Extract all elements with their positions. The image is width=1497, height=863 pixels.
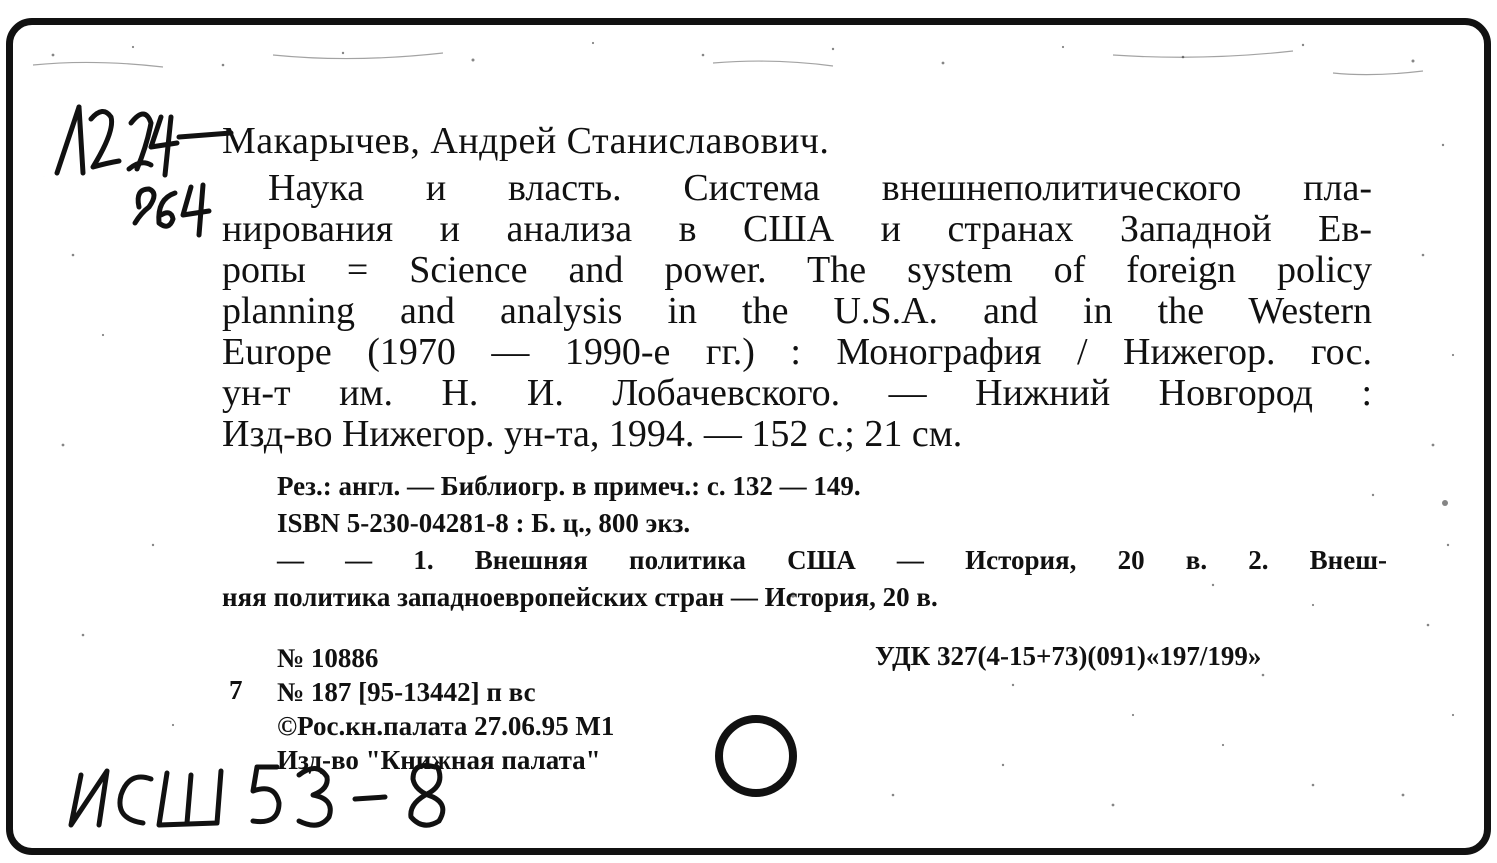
body-line: Изд-во Нижегор. ун-та, 1994. — 152 с.; 21 см. <box>222 413 963 455</box>
body-line: ун-т им. Н. И. Лобачевского. — Нижний Новгород : <box>222 372 1372 414</box>
subjects-note-continued: няя политика западноевропейских стран — История, 20 в. <box>222 582 938 612</box>
isbn-note: ISBN 5-230-04281-8 : Б. ц., 800 экз. <box>277 508 691 538</box>
record-number: № 187 [95-13442] п вс <box>277 677 536 707</box>
body-line: нирования и анализа в США и странах Западной Ев- <box>222 208 1372 250</box>
body-line: ропы = Science and power. The system of foreign policy <box>222 249 1372 291</box>
punch-hole <box>715 715 797 797</box>
entry-heading: Макарычев, Андрей Станиславович. <box>222 120 830 162</box>
body-line: planning and analysis in the U.S.A. and in the Western <box>222 290 1372 332</box>
card-number: № 10886 <box>277 643 379 673</box>
entry-notes <box>222 468 1387 616</box>
entry-body <box>222 168 1372 455</box>
handwritten-shelfmark <box>39 95 239 255</box>
summary-note: Рез.: англ. — Библиогр. в примеч.: с. 132 — 149. <box>277 471 861 501</box>
udk-code: УДК 327(4-15+73)(091)«197/199» <box>875 641 1262 671</box>
handwritten-shelfmark-bottom-text <box>133 225 135 226</box>
handwritten-shelfmark-top-text <box>43 177 46 178</box>
subjects-note: — — 1. Внешняя политика США — История, 20 в. 2. Внеш- <box>277 545 1387 575</box>
copy-mark: 7 <box>229 675 243 705</box>
publisher-note: Изд-во "Книжная палата" <box>277 745 601 775</box>
handwritten-bottom-code-text <box>73 825 78 826</box>
catalog-card <box>6 18 1491 855</box>
book-chamber-stamp: ©Рос.кн.палата 27.06.95 М1 <box>277 711 615 741</box>
handwritten-bottom-code <box>63 745 493 845</box>
body-line: Europe (1970 — 1990-е гг.) : Монография / Нижегор. гос. <box>222 331 1372 373</box>
body-line: Наука и власть. Система внешнеполитического пла- <box>268 167 1372 209</box>
